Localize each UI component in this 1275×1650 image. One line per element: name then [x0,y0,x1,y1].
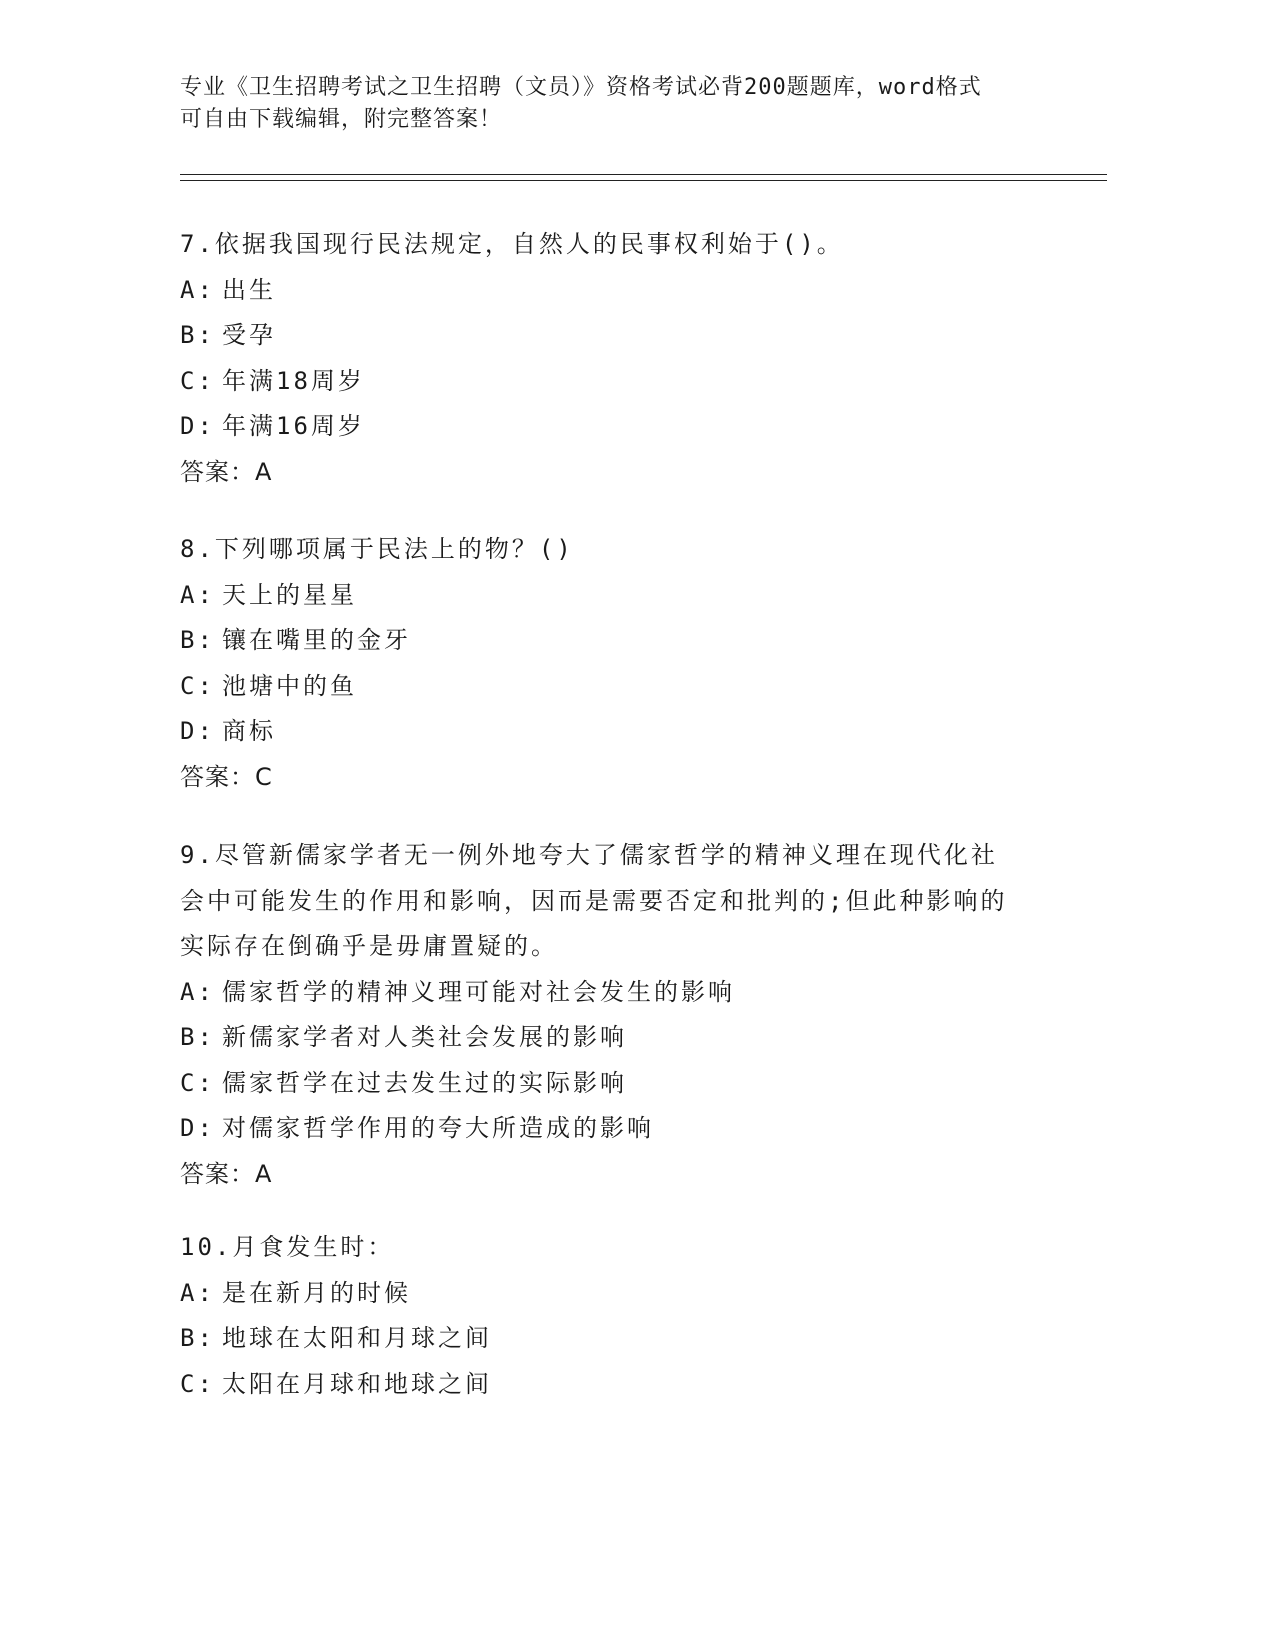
header-line-2: 可自由下载编辑，附完整答案！ [180,107,503,132]
option-text: 池塘中的鱼 [222,671,357,700]
option-c [180,664,1080,710]
question-9 [180,833,1080,1197]
header-divider-bottom [180,180,1107,181]
option-text: 儒家哲学在过去发生过的实际影响 [222,1068,627,1097]
question-stem-line-2: 会中可能发生的作用和影响，因而是需要否定和批判的;但此种影响的 [180,886,1008,915]
option-text: 太阳在月球和地球之间 [222,1369,492,1398]
option-label: C: [180,1068,215,1097]
option-text: 出生 [222,275,276,304]
question-stem-line-3: 实际存在倒确乎是毋庸置疑的。 [180,932,558,960]
option-text: 地球在太阳和月球之间 [222,1324,492,1352]
option-d [180,404,1080,450]
option-text: 镶在嘴里的金牙 [222,626,411,654]
question-8 [180,527,1080,800]
option-a [180,970,1080,1016]
option-label: D: [180,412,215,440]
option-text: 对儒家哲学作用的夸大所造成的影响 [222,1114,654,1142]
option-label: A: [180,1278,215,1307]
option-label: A: [180,580,215,609]
question-stem: 8.下列哪项属于民法上的物？() [180,535,574,563]
option-a [180,573,1080,619]
option-d [180,1106,1080,1152]
option-text: 儒家哲学的精神义理可能对社会发生的影响 [222,977,735,1006]
option-label: B: [180,321,215,349]
option-b [180,1316,1080,1362]
question-stem: 10.月食发生时： [180,1233,395,1261]
option-text: 受孕 [222,321,276,349]
option-a [180,1271,1080,1317]
option-b [180,618,1080,664]
option-label: B: [180,1023,215,1051]
option-text: 年满18周岁 [222,366,365,395]
option-b [180,1015,1080,1061]
header-line-1: 专业《卫生招聘考试之卫生招聘（文员）》资格考试必背200题题库，word格式 [180,75,982,100]
option-text: 年满16周岁 [222,412,365,440]
option-c [180,1362,1080,1408]
option-text: 商标 [222,717,276,745]
option-label: B: [180,1324,215,1352]
header-divider-top [180,174,1107,175]
question-stem: 7.依据我国现行民法规定，自然人的民事权利始于()。 [180,230,844,258]
answer-line: 答案：A [180,457,273,486]
option-d [180,709,1080,755]
option-text: 是在新月的时候 [222,1278,411,1307]
option-label: A: [180,275,215,304]
answer-line: 答案：C [180,762,273,791]
option-label: D: [180,717,215,745]
option-label: B: [180,626,215,654]
option-label: C: [180,671,215,700]
question-10 [180,1225,1080,1407]
option-label: D: [180,1114,215,1142]
option-label: C: [180,1369,215,1398]
document-header [180,72,1080,136]
question-7 [180,222,1080,495]
option-text: 新儒家学者对人类社会发展的影响 [222,1023,627,1051]
option-text: 天上的星星 [222,580,357,609]
option-label: A: [180,977,215,1006]
option-c [180,359,1080,405]
option-b [180,313,1080,359]
answer-line: 答案：A [180,1159,273,1188]
option-label: C: [180,366,215,395]
question-stem-line-1: 9.尽管新儒家学者无一例外地夸大了儒家哲学的精神义理在现代化社 [180,841,998,869]
option-c [180,1061,1080,1107]
option-a [180,268,1080,314]
